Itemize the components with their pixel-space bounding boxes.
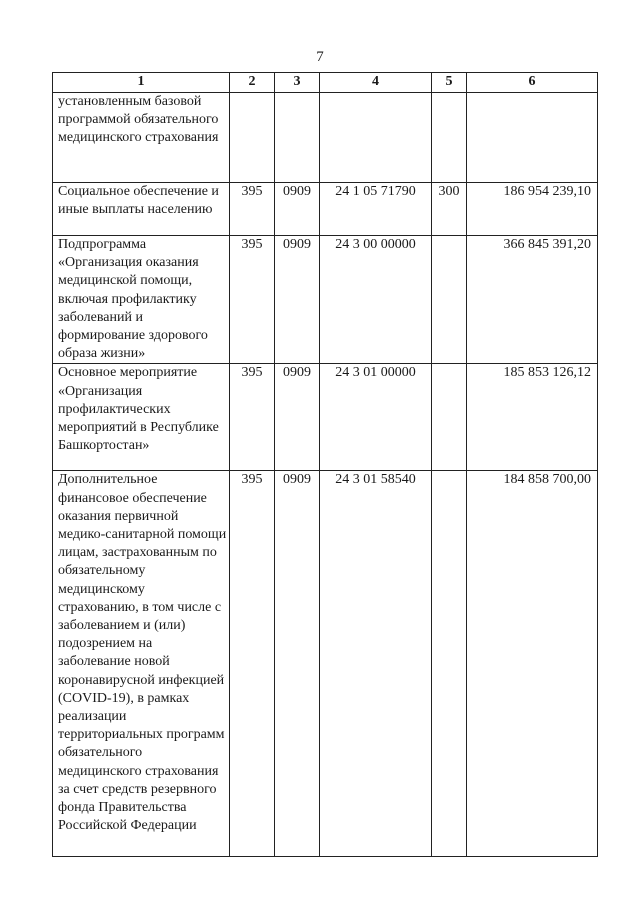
ministry-code: 395 xyxy=(230,236,275,364)
item-name: Дополнительное финансовое обеспечение оказания первичной медико-санитарной помощи лицам, застрахованным по обязательному медицинскому страхованию, в том числе с заболеванием и (или) подозрением на заболевание новой коронавирусной инфекцией (COVID-19), в рамках реализации территориальных программ обязательного медицинского страхования за счет средств резервного фонда Правительства Российской Федерации xyxy=(53,471,230,857)
ministry-code xyxy=(230,93,275,183)
column-header-3: 3 xyxy=(275,73,320,93)
page-number: 7 xyxy=(316,49,324,65)
section-code: 0909 xyxy=(275,236,320,364)
table-row xyxy=(53,364,598,471)
section-code: 0909 xyxy=(275,471,320,857)
table-row xyxy=(53,471,598,857)
column-header-5: 5 xyxy=(432,73,467,93)
ministry-code: 395 xyxy=(230,471,275,857)
column-header-2: 2 xyxy=(230,73,275,93)
column-header-4: 4 xyxy=(320,73,432,93)
amount: 185 853 126,12 xyxy=(467,364,598,471)
ministry-code: 395 xyxy=(230,364,275,471)
expense-type-code xyxy=(432,236,467,364)
header-row xyxy=(53,73,598,93)
amount: 366 845 391,20 xyxy=(467,236,598,364)
expense-type-code xyxy=(432,471,467,857)
section-code xyxy=(275,93,320,183)
item-name: Подпрограмма «Организация оказания медицинской помощи, включая профилактику заболеваний и формирование здорового образа жизни» xyxy=(53,236,230,364)
table-row xyxy=(53,183,598,236)
table-row xyxy=(53,93,598,183)
amount xyxy=(467,93,598,183)
target-article-code xyxy=(320,93,432,183)
target-article-code: 24 1 05 71790 xyxy=(320,183,432,236)
target-article-code: 24 3 01 58540 xyxy=(320,471,432,857)
item-name: Социальное обеспечение и иные выплаты населению xyxy=(53,183,230,236)
ministry-code: 395 xyxy=(230,183,275,236)
amount: 186 954 239,10 xyxy=(467,183,598,236)
expense-type-code xyxy=(432,93,467,183)
table-row xyxy=(53,236,598,364)
item-name: Основное мероприятие «Организация профилактических мероприятий в Республике Башкортостан» xyxy=(53,364,230,471)
column-header-1: 1 xyxy=(53,73,230,93)
expense-type-code: 300 xyxy=(432,183,467,236)
expense-type-code xyxy=(432,364,467,471)
amount: 184 858 700,00 xyxy=(467,471,598,857)
section-code: 0909 xyxy=(275,183,320,236)
target-article-code: 24 3 00 00000 xyxy=(320,236,432,364)
budget-table xyxy=(52,72,598,857)
target-article-code: 24 3 01 00000 xyxy=(320,364,432,471)
column-header-6: 6 xyxy=(467,73,598,93)
section-code: 0909 xyxy=(275,364,320,471)
item-name: установленным базовой программой обязательного медицинского страхования xyxy=(53,93,230,183)
